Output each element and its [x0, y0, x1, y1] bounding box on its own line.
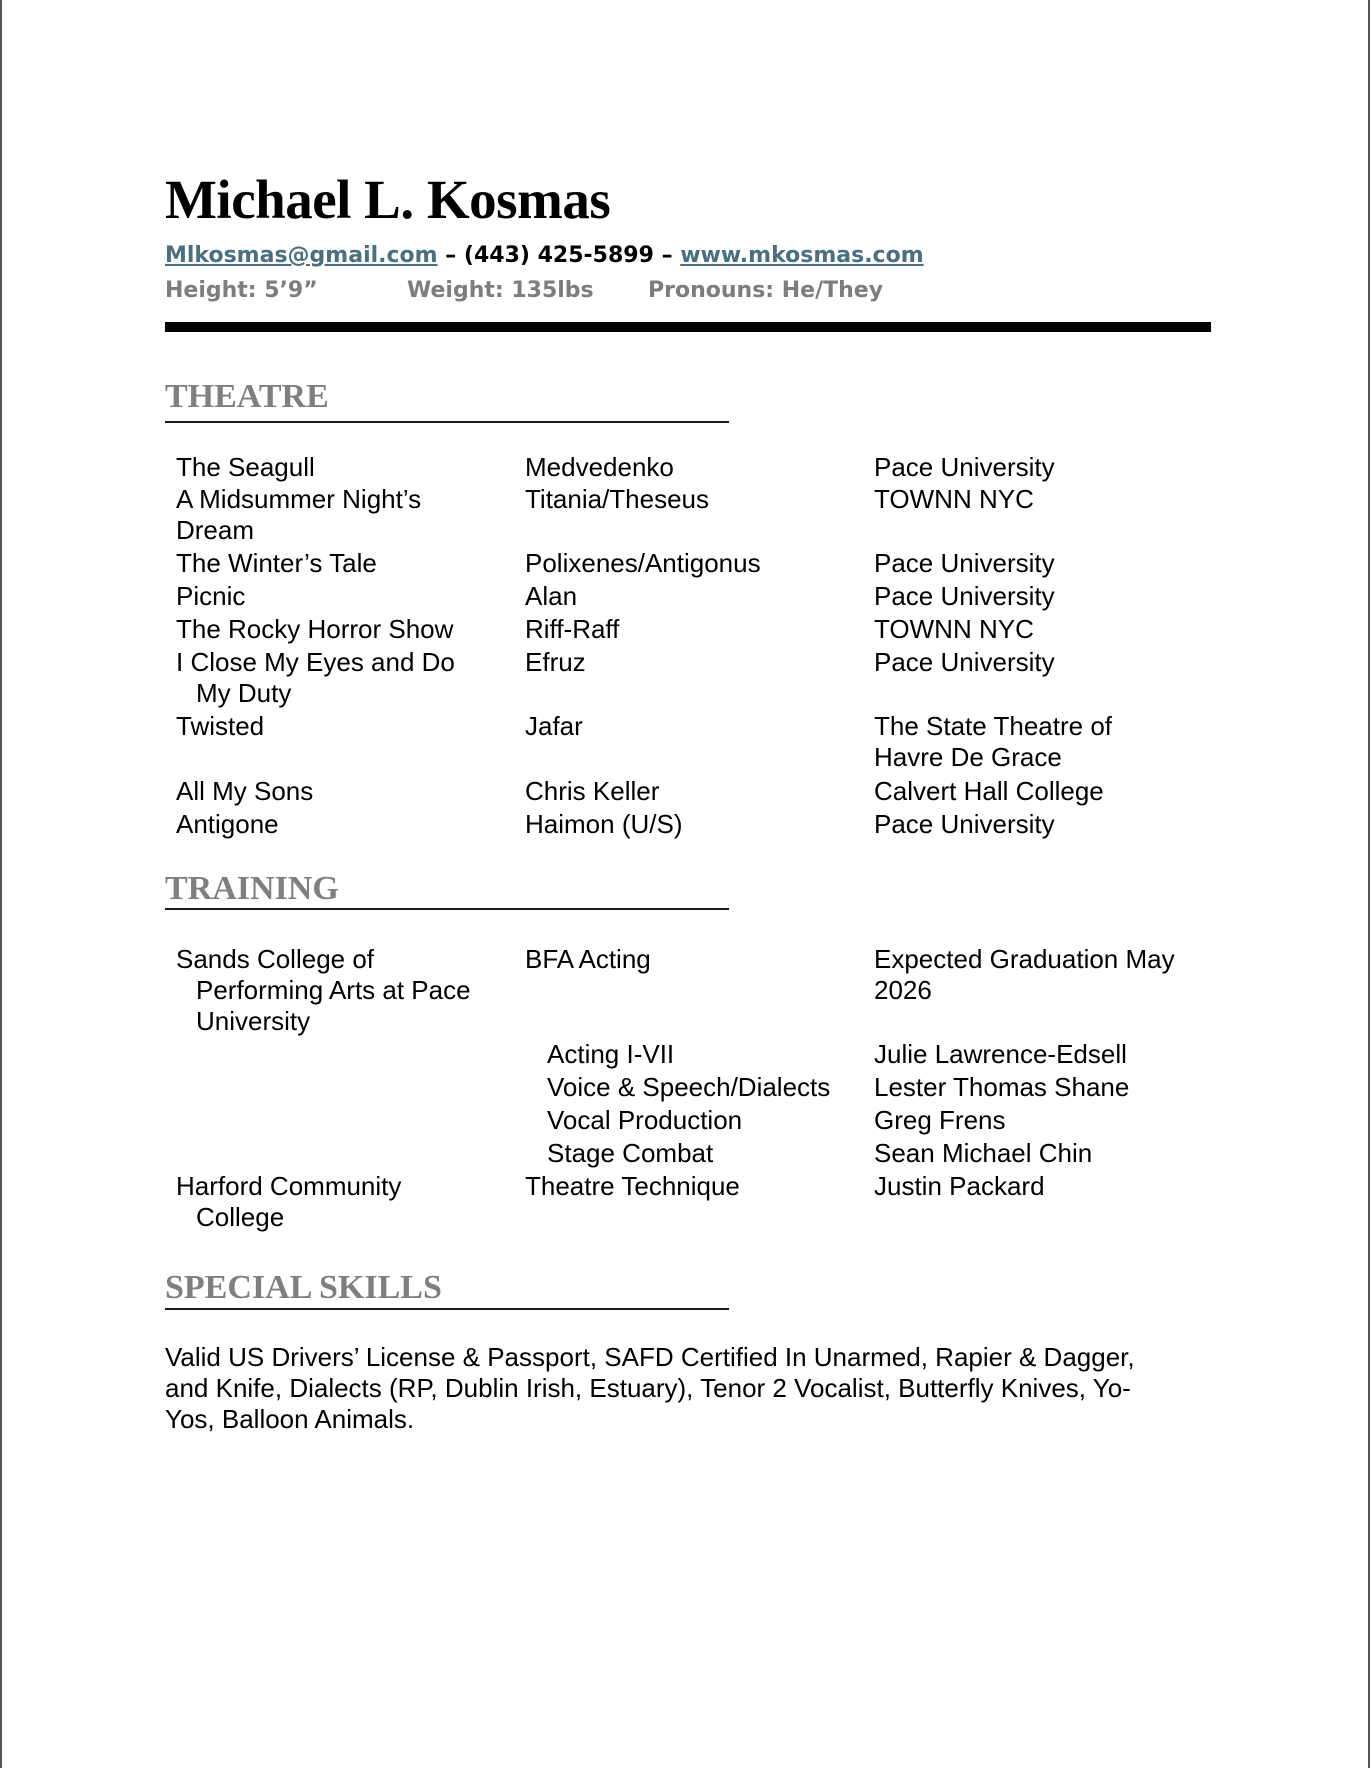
training-school-line: University [196, 1006, 311, 1036]
training-school-line: Sands College of [176, 944, 375, 974]
theatre-show [176, 647, 455, 709]
theatre-role: Riff-Raff [525, 614, 620, 644]
theatre-show [176, 484, 421, 546]
theatre-venue: Calvert Hall College [874, 776, 1104, 806]
theatre-venue: Pace University [874, 548, 1055, 578]
theatre-venue [874, 711, 1112, 773]
contact-separator: – [437, 243, 464, 268]
theatre-show: Twisted [176, 711, 265, 741]
theatre-show-line: My Duty [196, 678, 292, 708]
theatre-show: The Seagull [176, 452, 315, 482]
theatre-role: Alan [525, 581, 578, 611]
theatre-heading: THEATRE [165, 378, 329, 415]
training-course: Theatre Technique [525, 1171, 740, 1201]
skills-rule [165, 1308, 729, 1310]
theatre-role: Efruz [525, 647, 586, 677]
training-teacher: Justin Packard [874, 1171, 1045, 1201]
theatre-show: The Winter’s Tale [176, 548, 377, 578]
training-teacher: Greg Frens [874, 1105, 1006, 1135]
training-school [176, 1171, 401, 1233]
contact-separator: – [653, 243, 681, 268]
email-link[interactable]: Mlkosmas@gmail.com [165, 243, 438, 268]
theatre-venue-line: Havre De Grace [874, 742, 1062, 772]
training-school [176, 944, 471, 1037]
theatre-show: Picnic [176, 581, 246, 611]
theatre-venue: Pace University [874, 452, 1055, 482]
training-heading: TRAINING [165, 870, 339, 907]
skills-text: Valid US Drivers’ License & Passport, SAFD Certified In Unarmed, Rapier & Dagger, and Knife, Dialects (RP, Dublin Irish, Estuary), Tenor 2 Vocalist, Butterfly Knives, Yo-Yos, Balloon Animals. [165, 1342, 1135, 1434]
training-school-line: College [196, 1202, 285, 1232]
training-graduation [874, 944, 1175, 1006]
contact-line [165, 241, 924, 271]
theatre-venue: Pace University [874, 809, 1055, 839]
training-school-line: Harford Community [176, 1171, 402, 1201]
height-stat: Height: 5’9” [165, 278, 318, 303]
resume-name: Michael L. Kosmas [165, 169, 611, 230]
theatre-show-line: Dream [176, 515, 255, 545]
training-teacher: Lester Thomas Shane [874, 1072, 1130, 1102]
theatre-venue-line: The State Theatre of [874, 711, 1112, 741]
phone-number: (443) 425-5899 [463, 243, 654, 268]
pronouns-stat: Pronouns: He/They [648, 278, 884, 303]
theatre-show-line: I Close My Eyes and Do [176, 647, 455, 677]
theatre-rule [165, 421, 729, 423]
training-course: Voice & Speech/Dialects [547, 1072, 831, 1102]
training-degree: BFA Acting [525, 944, 651, 974]
skills-heading: SPECIAL SKILLS [165, 1269, 442, 1306]
theatre-role: Haimon (U/S) [525, 809, 683, 839]
theatre-venue: Pace University [874, 581, 1055, 611]
weight-stat: Weight: 135lbs [407, 278, 594, 303]
header-divider [165, 322, 1211, 332]
training-teacher: Julie Lawrence-Edsell [874, 1039, 1127, 1069]
website-link[interactable]: www.mkosmas.com [680, 243, 924, 268]
theatre-show: The Rocky Horror Show [176, 614, 454, 644]
theatre-show-line: A Midsummer Night’s [176, 484, 422, 514]
theatre-venue: TOWNN NYC [874, 614, 1034, 644]
training-rule [165, 908, 729, 910]
training-graduation-line: Expected Graduation May [874, 944, 1175, 974]
theatre-show: Antigone [176, 809, 279, 839]
theatre-role: Chris Keller [525, 776, 660, 806]
theatre-show: All My Sons [176, 776, 314, 806]
theatre-role: Titania/Theseus [525, 484, 710, 514]
training-course: Acting I-VII [547, 1039, 675, 1069]
training-teacher: Sean Michael Chin [874, 1138, 1093, 1168]
theatre-role: Polixenes/Antigonus [525, 548, 761, 578]
training-school-line: Performing Arts at Pace [196, 975, 471, 1005]
training-course: Vocal Production [547, 1105, 743, 1135]
theatre-venue: TOWNN NYC [874, 484, 1034, 514]
theatre-role: Jafar [525, 711, 583, 741]
theatre-venue: Pace University [874, 647, 1055, 677]
training-graduation-line: 2026 [874, 975, 932, 1005]
theatre-role: Medvedenko [525, 452, 674, 482]
training-course: Stage Combat [547, 1138, 714, 1168]
